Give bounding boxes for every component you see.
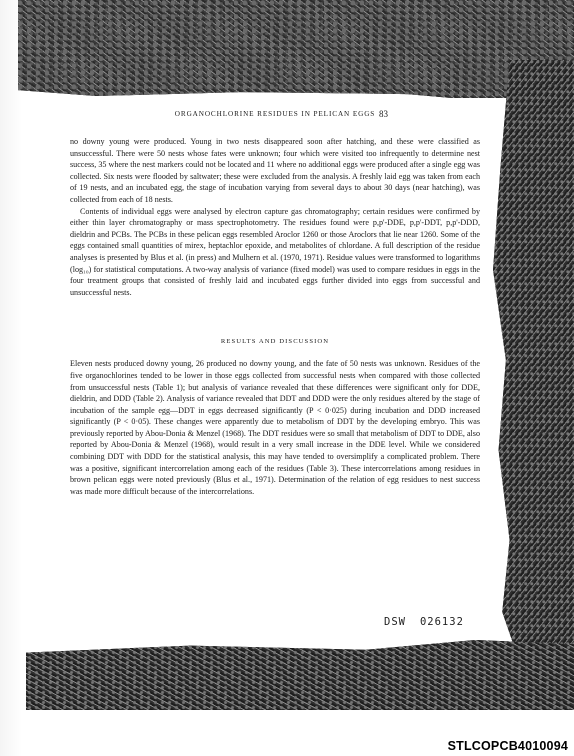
stamp-code: 026132 [419,616,464,628]
document-stamp [384,616,464,628]
scan-left-margin [0,0,22,756]
document-page [70,110,480,497]
scan-noise-right-border [482,60,574,660]
section-heading-results: RESULTS AND DISCUSSION [220,338,330,346]
paragraph-results: Eleven nests produced downy young, 26 produced no downy young, and the fate of 50 nests was unknown. Residues of the five organochlorines tended to be lower in those eggs collected from successful nests when compared with those collected from unsuccessful nests (Table 1); but analysis of variance revealed that these differences were significant only for DDE, dieldrin, and DDD (Table 2). Analysis of variance revealed that DDT and DDD were the only residues altered by the stage of incubation of the sample egg—DDT in eggs decreased significantly (P < 0·025) during incubation and DDD increased significantly (P < 0·05). These changes were apparently due to metabolism of DDT by the developing embryo. This was previously reported by Abou-Donia & Menzel (1968). The DDT residues were so small that metabolism of DDT to DDE, also reported by Abou-Donia & Menzel (1968), would result in a very small increase in the DDE level. While we considered combining DDT with DDD for the statistical analysis, this may have tended to oversimplify a complicated problem. There was a positive, significant intercorrelation among each of the residues (Table 3). These intercorrelations among residues in brown pelican eggs were noted previously (Blus et al., 1971). Determination of the relation of egg residues to nest success was made more difficult because of the intercorrelations. [70,359,480,496]
running-header [70,110,480,124]
stamp-prefix: DSW [384,616,406,628]
paragraph-nest-fates: no downy young were produced. Young in two nests disappeared soon after hatching, and these were classified as unsuccessful. There were 50 nests whose fates were unknown; four which were visited too infrequently to determine nest success, 35 where the nest markers could not be located and 11 where no additional eggs were produced after a single egg was collected. Six nests were flooded by saltwater; these were excluded from the analysis. A freshly laid egg was taken from each of 19 nests, and an incubated egg, the stage of incubation varying from several days to about 30 days (near hatching), was collected from each of 18 nests. [70,137,480,204]
methods-continued [70,136,480,298]
page-number: 83 [379,109,388,119]
bates-number: STLCOPCB4010094 [447,739,568,753]
running-title: ORGANOCHLORINE RESIDUES IN PELICAN EGGS [174,110,376,118]
scan-noise-bottom-border [26,640,574,710]
scan-noise-top-border [18,0,574,98]
paragraph-analysis-methods: Contents of individual eggs were analysed by electron capture gas chromatography; certain residues were confirmed by either thin layer chromatography or mass spectrophotometry. The residues found were p,p'-DDE, p,p'-DDT, p,p'-DDD, dieldrin and PCBs. The PCBs in these pelican eggs resembled Aroclor 1260 or those Aroclors that lie near 1260. Some of the eggs contained small quantities of mirex, heptachlor epoxide, and metabolites of chlordane. A full description of the residue analyses is presented by Blus et al. (in press) and Mulhern et al. (1970, 1971). Residue values were transformed to logarithms (log₁₀) for statistical computations. A two-way analysis of variance (fixed model) was used to compare residues in eggs in the four treatment groups that consisted of freshly laid and incubated eggs further divided into eggs from successful and unsuccessful nests. [70,206,480,297]
